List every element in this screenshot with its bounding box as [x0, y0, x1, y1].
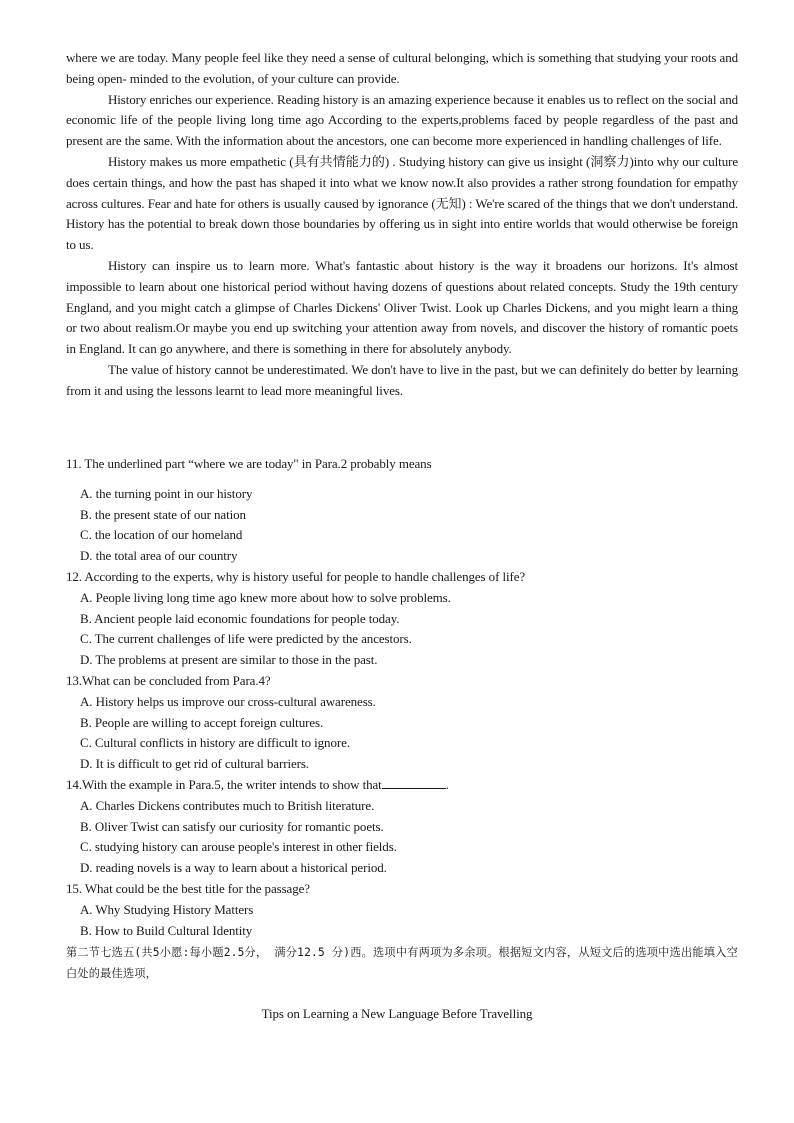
paragraph-1: where we are today. Many people feel like they need a sense of cultural belonging, which is something that studying your roots and being open- minded to the evolution, of your culture can provide.	[66, 50, 738, 86]
question-stem: 12. According to the experts, why is history useful for people to handle challenges of life?	[66, 568, 526, 584]
option-d: D. reading novels is a way to learn about a historical period.	[80, 860, 387, 876]
question-11	[66, 454, 738, 567]
question-stem: 15. What could be the best title for the passage?	[66, 880, 310, 896]
option-b: B. People are willing to accept foreign cultures.	[80, 714, 324, 730]
paragraph-2: History enriches our experience. Reading history is an amazing experience because it enables us to reflect on the social and economic life of the people living long time ago According to the experts,problems faced by people regardless of the past and present are the same. With the information about the ancestors, one can become more experienced in handling challenges of life.	[66, 91, 738, 149]
question-14	[66, 775, 738, 879]
option-c: C. Cultural conflicts in history are difficult to ignore.	[80, 735, 350, 751]
paragraph-4: History can inspire us to learn more. What's fantastic about history is the way it broadens our horizons. It's almost impossible to learn about one historical period without having dozens of questions about related concepts. Study the 19th century England, and you might catch a glimpse of Charles Dickens' Oliver Twist. Look up Charles Dickens, and you might learn a thing or two about realism.Or maybe you end up switching your attention away from novels, and discover the history of romantic poets in England. It can go anywhere, and there is something in there for absolutely anybody.	[66, 257, 738, 357]
option-a: A. the turning point in our history	[80, 485, 253, 501]
answer-blank	[382, 776, 446, 789]
question-stem: 11. The underlined part “where we are today" in Para.2 probably means	[66, 456, 432, 471]
reading-passage	[66, 48, 738, 402]
option-a: A. Charles Dickens contributes much to British literature.	[80, 797, 375, 813]
paragraph-3: History makes us more empathetic (具有共情能力的) . Studying history can give us insight (洞察力)into why our culture does certain things, and how the past has shaped it into what we know now.It also provides a rather strong foundation for empathy across cultures. Fear and hate for others is usually caused by ignorance (无知) : We're scared of the things that we don't understand. History has the potential to break down those boundaries by offering us in sight into entire worlds that would otherwise be foreign to us.	[66, 153, 738, 253]
section-title: Tips on Learning a New Language Before Travelling	[261, 1006, 533, 1021]
option-c: C. the location of our homeland	[80, 527, 243, 543]
option-d: D. the total area of our country	[80, 548, 238, 564]
option-b: B. How to Build Cultural Identity	[80, 922, 253, 938]
question-stem-line	[66, 775, 738, 796]
option-a: A. Why Studying History Matters	[80, 901, 254, 917]
option-c: C. The current challenges of life were predicted by the ancestors.	[80, 631, 412, 647]
question-15	[66, 879, 738, 941]
option-b: B. Oliver Twist can satisfy our curiosity for romantic poets.	[80, 818, 384, 834]
question-stem: 13.What can be concluded from Para.4?	[66, 672, 271, 688]
question-stem-end: .	[445, 776, 449, 792]
option-b: B. Ancient people laid economic foundations for people today.	[80, 610, 400, 626]
option-d: D. It is difficult to get rid of cultural barriers.	[80, 756, 309, 772]
paragraph-5: The value of history cannot be underestimated. We don't have to live in the past, but we can definitely do better by learning from it and using the lessons learnt to lead more meaningful lives.	[66, 361, 738, 398]
option-c: C. studying history can arouse people's interest in other fields.	[80, 839, 397, 855]
option-d: D. The problems at present are similar to those in the past.	[80, 652, 378, 668]
option-a: A. People living long time ago knew more about how to solve problems.	[80, 589, 451, 605]
question-list	[66, 454, 738, 941]
question-12	[66, 567, 738, 671]
question-stem: 14.With the example in Para.5, the writer intends to show that	[66, 776, 382, 792]
option-a: A. History helps us improve our cross-cultural awareness.	[80, 693, 376, 709]
question-13	[66, 671, 738, 775]
section-instructions: 第二节七选五(共5小愿:每小题2.5分， 满分12.5 分)西。选项中有两项为多余项。根据短文内容，从短文后的选项中选出能填入空白处的最佳选项，	[66, 946, 738, 980]
option-b: B. the present state of our nation	[80, 506, 246, 522]
